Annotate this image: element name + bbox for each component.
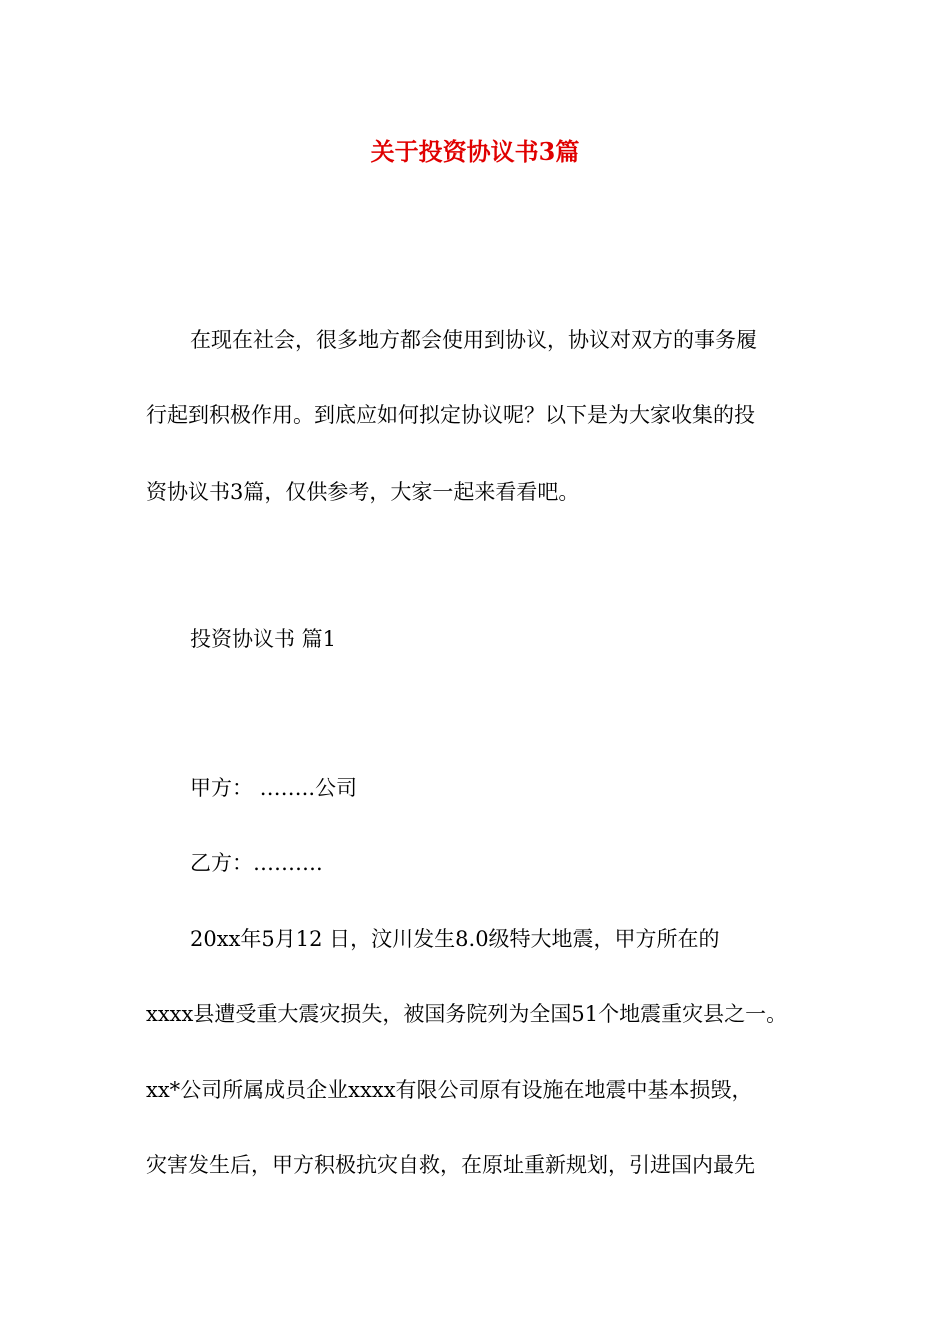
intro-line-1: 在现在社会，很多地方都会使用到协议，协议对双方的事务履 [190, 328, 757, 352]
party-b-line: 乙方：………. [190, 851, 323, 875]
intro-line-3: 资协议书3篇，仅供参考，大家一起来看看吧。 [146, 480, 580, 504]
document-title: 关于投资协议书3篇 [370, 137, 580, 166]
body-line-1: 20xx年5月12 日，汶川发生8.0级特大地震，甲方所在的 [190, 927, 720, 951]
intro-line-2: 行起到积极作用。到底应如何拟定协议呢？以下是为大家收集的投 [146, 403, 755, 427]
party-a-line: 甲方： ……..公司 [190, 776, 358, 800]
body-line-3: xx*公司所属成员企业xxxx有限公司原有设施在地震中基本损毁， [146, 1078, 753, 1102]
body-line-4: 灾害发生后，甲方积极抗灾自救，在原址重新规划，引进国内最先 [146, 1153, 755, 1177]
section-heading: 投资协议书 篇1 [190, 627, 337, 651]
body-line-2: xxxx县遭受重大震灾损失，被国务院列为全国51个地震重灾县之一。 [146, 1002, 788, 1026]
